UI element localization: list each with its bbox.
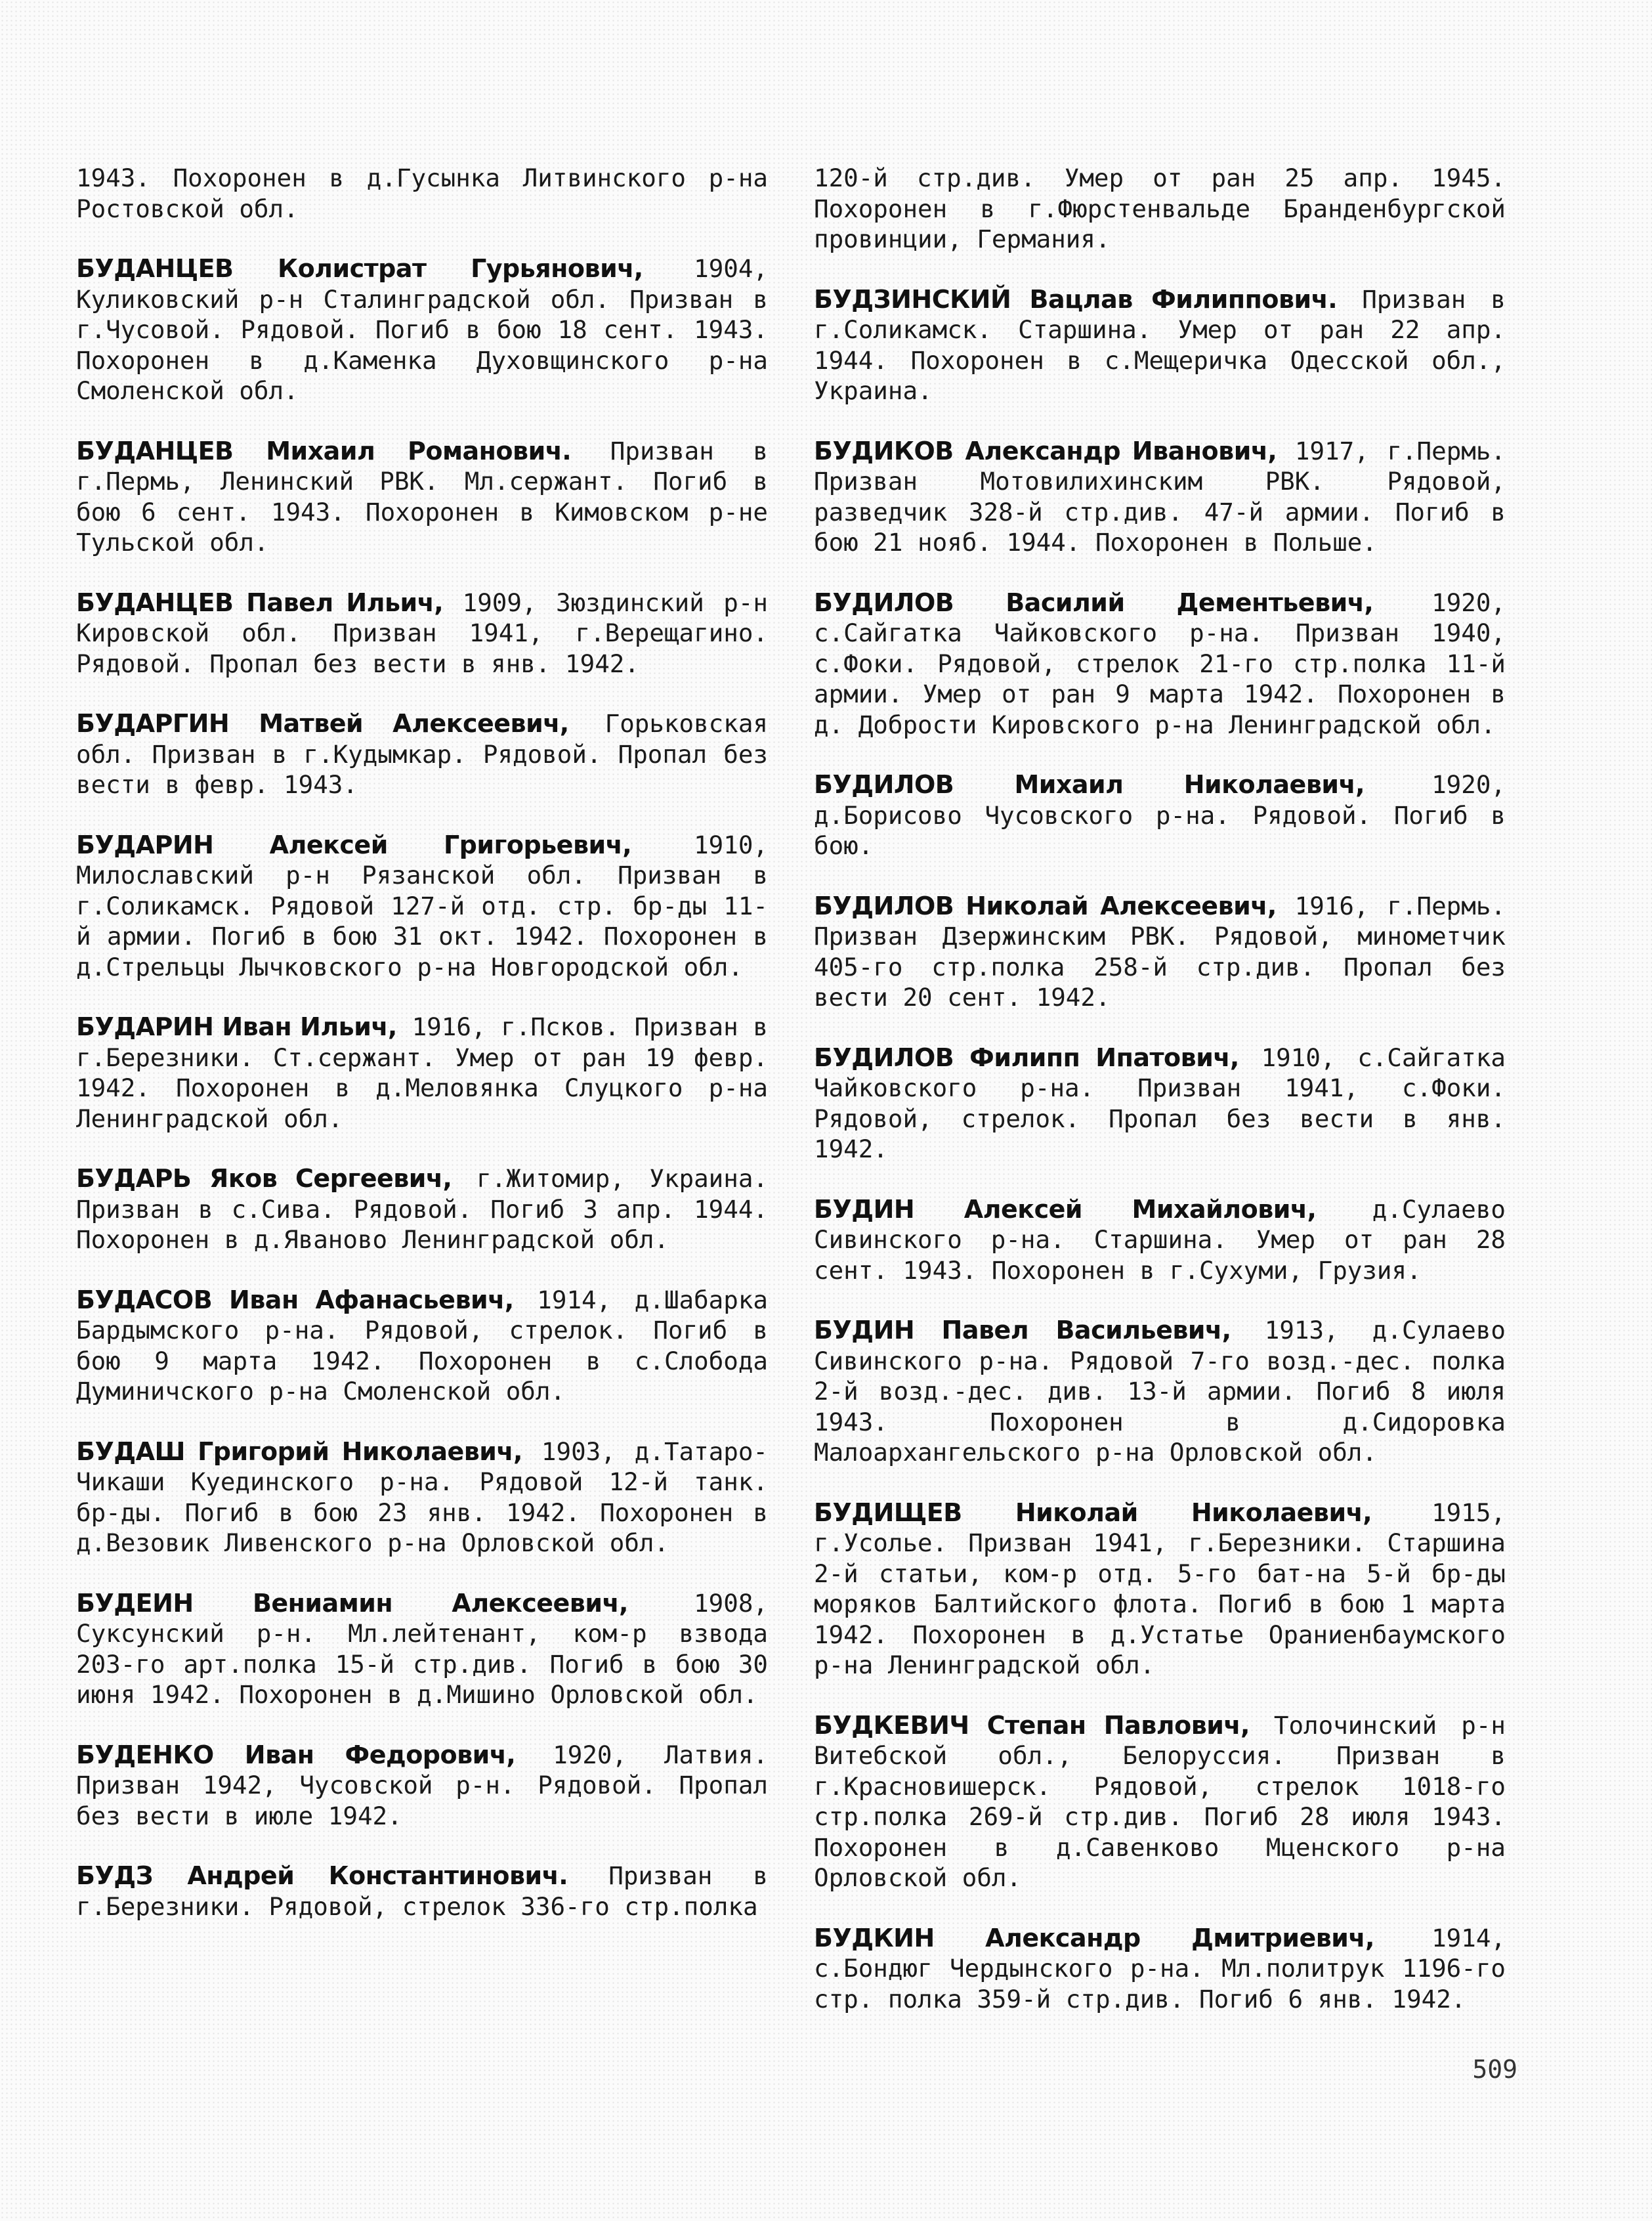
entry-text: 120-й стр.див. Умер от ран 25 апр. 1945. Похоронен в г.Фюрстенвальде Бранденбургской провинции, Германия. (814, 163, 1506, 253)
entry-name: БУДКЕВИЧ Степан Павлович, (814, 1710, 1250, 1740)
entry-name: БУДИН Павел Васильевич, (814, 1316, 1231, 1345)
entry (814, 1194, 1506, 1286)
entry (814, 284, 1506, 406)
entry-name: БУДАРГИН Матвей Алексеевич, (76, 709, 569, 738)
right-column (814, 163, 1506, 2044)
entry (76, 1285, 768, 1407)
entry-text: 1916, г.Пермь. Призван Дзержинским РВК. Рядовой, минометчик 405-го стр.полка 258-й стр.див. Пропал без вести 20 сент. 1942. (814, 891, 1506, 1012)
entry-name: БУДЗИНСКИЙ Вацлав Филиппович. (814, 284, 1338, 314)
entry-name: БУДИЛОВ Михаил Николаевич, (814, 770, 1365, 799)
entry-name: БУДАНЦЕВ Колистрат Гурьянович, (76, 254, 643, 283)
entry-text: 1914, с.Бондюг Чердынского р-на. Мл.политрук 1196-го стр. полка 359-й стр.див. Погиб 6 янв. 1942. (814, 1923, 1506, 2014)
entry-name: БУДИЛОВ Василий Дементьевич, (814, 588, 1374, 617)
entry-text: 1943. Похоронен в д.Гусынка Литвинского р-на Ростовской обл. (76, 163, 768, 223)
entry-text: 1909, Зюздинский р-н Кировской обл. Призван 1941, г.Верещагино. Рядовой. Пропал без вести в янв. 1942. (76, 588, 768, 678)
entry (76, 1436, 768, 1559)
entry (814, 1498, 1506, 1681)
entry-text: 1915, г.Усолье. Призван 1941, г.Березники. Старшина 2-й статьи, ком-р отд. 5-го бат-на 5-й бр-ды моряков Балтийского флота. Погиб в бою 1 марта 1942. Похоронен в д.Устатье Ораниенбаумского р-на Ленинградской обл. (814, 1498, 1506, 1679)
entry-name: БУДАНЦЕВ Михаил Романович. (76, 436, 572, 465)
entry-name: БУДИН Алексей Михайлович, (814, 1194, 1317, 1224)
entry-text: Призван в г.Пермь, Ленинский РВК. Мл.сержант. Погиб в бою 6 сент. 1943. Похоронен в Кимовском р-не Тульской обл. (76, 436, 768, 557)
entry-name: БУДАНЦЕВ Павел Ильич, (76, 588, 444, 617)
entry-text: 1914, д.Шабарка Бардымского р-на. Рядовой, стрелок. Погиб в бою 9 марта 1942. Похоронен в с.Слобода Думиничского р-на Смоленской обл. (76, 1285, 768, 1406)
entry-name: БУДАРЬ Яков Сергеевич, (76, 1164, 452, 1193)
page-number: 509 (1472, 2055, 1517, 2084)
entry-name: БУДИЛОВ Филипп Ипатович, (814, 1043, 1239, 1072)
entry-name: БУДИКОВ Александр Иванович, (814, 436, 1277, 465)
entry-name: БУДЗ Андрей Константинович. (76, 1861, 568, 1890)
left-column (76, 163, 768, 1951)
entry (814, 1710, 1506, 1893)
entry-text: д.Сулаево Сивинского р-на. Старшина. Умер от ран 28 сент. 1943. Похоронен в г.Сухуми, Грузия. (814, 1194, 1506, 1285)
entry-text: 1904, Куликовский р-н Сталинградской обл. Призван в г.Чусовой. Рядовой. Погиб в бою 18 сент. 1943. Похоронен в д.Каменка Духовщинского р-на Смоленской обл. (76, 254, 768, 405)
entry-name: БУДЕИН Вениамин Алексеевич, (76, 1588, 628, 1618)
entry-name: БУДЕНКО Иван Федорович, (76, 1740, 516, 1769)
entry (814, 1315, 1506, 1468)
entry (76, 1163, 768, 1255)
entry-text: 1910, Милославский р-н Рязанской обл. Призван в г.Соликамск. Рядовой 127-й отд. стр. бр-ды 11-й армии. Погиб в бою 31 окт. 1942. Похоронен в д.Стрельцы Лычковского р-на Новгородской обл. (76, 830, 768, 981)
entry-text: Призван в г.Березники. Рядовой, стрелок 336-го стр.полка (76, 1861, 768, 1921)
entry-text: 1910, с.Сайгатка Чайковского р-на. Призван 1941, с.Фоки. Рядовой, стрелок. Пропал без вести в янв. 1942. (814, 1043, 1506, 1163)
entry-text: Призван в г.Соликамск. Старшина. Умер от ран 22 апр. 1944. Похоронен в с.Мещеричка Одесской обл., Украина. (814, 284, 1506, 405)
entry (76, 588, 768, 679)
entry-name: БУДКИН Александр Дмитриевич, (814, 1923, 1374, 1952)
entry-text: 1917, г.Пермь. Призван Мотовилихинским РВК. Рядовой, разведчик 328-й стр.див. 47-й армии. Погиб в бою 21 нояб. 1944. Похоронен в Польше. (814, 436, 1506, 557)
entry (76, 436, 768, 558)
entry-continuation (814, 163, 1506, 255)
entry-text: 1916, г.Псков. Призван в г.Березники. Ст.сержант. Умер от ран 19 февр. 1942. Похоронен в д.Меловянка Слуцкого р-на Ленинградской обл. (76, 1012, 768, 1133)
entry (76, 830, 768, 983)
entry (814, 588, 1506, 741)
entry (814, 436, 1506, 558)
entry-text: 1920, Латвия. Призван 1942, Чусовской р-н. Рядовой. Пропал без вести в июле 1942. (76, 1740, 768, 1830)
entry (814, 1043, 1506, 1165)
entry-name: БУДАРИН Алексей Григорьевич, (76, 830, 632, 859)
entry (814, 891, 1506, 1013)
entry-text: 1920, д.Борисово Чусовского р-на. Рядовой. Погиб в бою. (814, 770, 1506, 860)
entry (76, 253, 768, 406)
entry-name: БУДАРИН Иван Ильич, (76, 1012, 397, 1041)
entry-text: Толочинский р-н Витебской обл., Белоруссия. Призван в г.Красновишерск. Рядовой, стрелок 1018-го стр.полка 269-й стр.див. Погиб 28 июля 1943. Похоронен в д.Савенково Мценского р-на Орловской обл. (814, 1710, 1506, 1892)
entry (814, 769, 1506, 861)
entry (76, 1012, 768, 1134)
entry-name: БУДАШ Григорий Николаевич, (76, 1436, 522, 1466)
entry (76, 1740, 768, 1832)
entry-text: 1913, д.Сулаево Сивинского р-на. Рядовой 7-го возд.-дес. полка 2-й возд.-дес. див. 13-й армии. Погиб 8 июля 1943. Похоронен в д.Сидоровка Малоархангельского р-на Орловской обл. (814, 1316, 1506, 1467)
entry (76, 1588, 768, 1710)
entry (76, 708, 768, 800)
entry-text: 1908, Суксунский р-н. Мл.лейтенант, ком-р взвода 203-го арт.полка 15-й стр.див. Погиб в бою 30 июня 1942. Похоронен в д.Мишино Орловской обл. (76, 1588, 768, 1709)
entry-text: 1903, д.Татаро-Чикаши Куединского р-на. Рядовой 12-й танк. бр-ды. Погиб в бою 23 янв. 1942. Похоронен в д.Везовик Ливенского р-на Орловской обл. (76, 1436, 768, 1557)
entry-text: 1920, с.Сайгатка Чайковского р-на. Призван 1940, с.Фоки. Рядовой, стрелок 21-го стр.полка 11-й армии. Умер от ран 9 марта 1942. Похоронен в д. Добрости Кировского р-на Ленинградской обл. (814, 588, 1506, 739)
entry-continuation (76, 163, 768, 224)
entry-name: БУДИЛОВ Николай Алексеевич, (814, 891, 1277, 920)
entry-name: БУДАСОВ Иван Афанасьевич, (76, 1285, 514, 1314)
entry-name: БУДИЩЕВ Николай Николаевич, (814, 1498, 1372, 1527)
entry-text: г.Житомир, Украина. Призван в с.Сива. Рядовой. Погиб 3 апр. 1944. Похоронен в д.Яваново Ленинградской обл. (76, 1164, 768, 1254)
entry (76, 1861, 768, 1922)
entry (814, 1923, 1506, 2015)
entry-text: Горьковская обл. Призван в г.Кудымкар. Рядовой. Пропал без вести в февр. 1943. (76, 709, 768, 799)
